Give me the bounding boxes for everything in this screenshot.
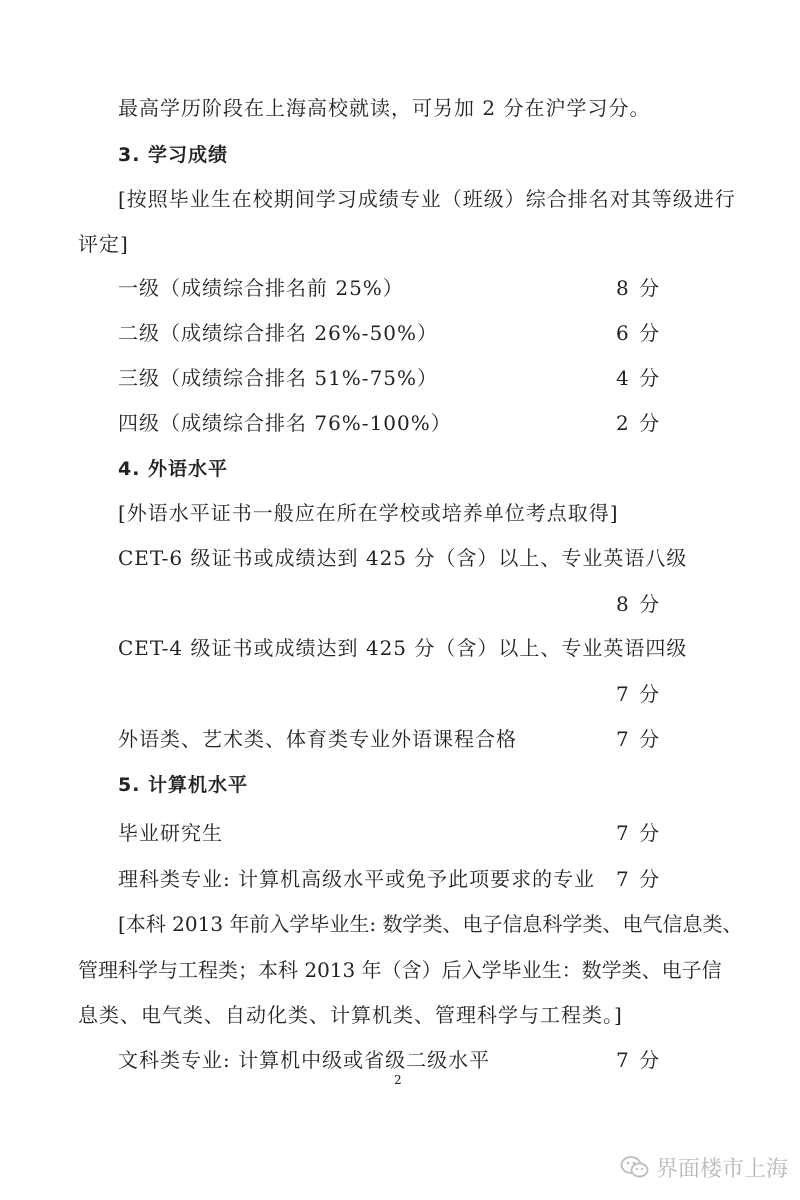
section-5-heading: 5. 计算机水平 xyxy=(118,774,249,796)
section-3-note-line-1: [按照毕业生在校期间学习成绩专业（班级）综合排名对其等级进行 xyxy=(118,187,736,211)
watermark xyxy=(620,1152,788,1182)
science-major-label: 理科类专业: 计算机高级水平或免予此项要求的专业 xyxy=(118,867,596,891)
section-4-note: [外语水平证书一般应在所在学校或培养单位考点取得] xyxy=(118,501,619,525)
grade-1-score: 8 分 xyxy=(616,276,662,300)
section-5-note-line-3: 息类、电气类、自动化类、计算机类、管理科学与工程类。] xyxy=(78,1003,623,1027)
graduate-score: 7 分 xyxy=(616,821,662,845)
graduate-label: 毕业研究生 xyxy=(118,821,223,845)
cet4-score: 7 分 xyxy=(616,682,662,706)
section-4-heading: 4. 外语水平 xyxy=(118,458,229,480)
language-major-score: 7 分 xyxy=(616,727,662,751)
grade-4-label: 四级（成绩综合排名 76%-100%） xyxy=(118,411,452,435)
grade-2-label: 二级（成绩综合排名 26%-50%） xyxy=(118,321,439,345)
grade-3-score: 4 分 xyxy=(616,366,662,390)
arts-major-score: 7 分 xyxy=(616,1048,662,1072)
wechat-icon xyxy=(620,1154,650,1180)
cet4-label: CET-4 级证书或成绩达到 425 分（含）以上、专业英语四级 xyxy=(118,636,688,660)
section-3-note-line-2: 评定] xyxy=(78,232,129,256)
language-major-label: 外语类、艺术类、体育类专业外语课程合格 xyxy=(118,727,517,751)
cet6-label: CET-6 级证书或成绩达到 425 分（含）以上、专业英语八级 xyxy=(118,546,688,570)
intro-line: 最高学历阶段在上海高校就读，可另加 2 分在沪学习分。 xyxy=(118,96,651,120)
grade-4-score: 2 分 xyxy=(616,411,662,435)
grade-3-label: 三级（成绩综合排名 51%-75%） xyxy=(118,366,439,390)
section-5-note-line-1: [本科 2013 年前入学毕业生: 数学类、电子信息科学类、电气信息类、 xyxy=(118,912,743,936)
section-5-note-line-2: 管理科学与工程类；本科 2013 年（含）后入学毕业生：数学类、电子信 xyxy=(78,958,722,982)
cet6-score: 8 分 xyxy=(616,592,662,616)
grade-1-label: 一级（成绩综合排名前 25%） xyxy=(118,276,404,300)
section-3-heading: 3. 学习成绩 xyxy=(118,144,229,166)
watermark-text: 界面楼市上海 xyxy=(656,1156,789,1182)
arts-major-label: 文科类专业: 计算机中级或省级二级水平 xyxy=(118,1048,491,1072)
page-number: 2 xyxy=(394,1073,402,1087)
grade-2-score: 6 分 xyxy=(616,321,662,345)
science-major-score: 7 分 xyxy=(616,867,662,891)
